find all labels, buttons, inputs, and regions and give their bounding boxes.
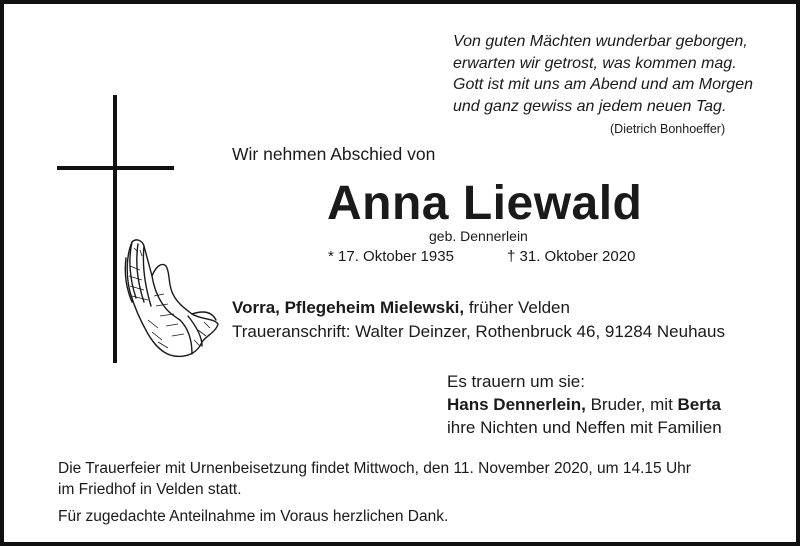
cross-horizontal-bar	[57, 166, 174, 170]
quote-line: erwarten wir getrost, was kommen mag.	[453, 54, 737, 72]
funeral-line: im Friedhof in Velden statt.	[58, 481, 242, 498]
thanks-text: Für zugedachte Anteilnahme im Voraus herzlichen Dank.	[58, 508, 449, 525]
mourner-relation: Bruder, mit	[585, 395, 678, 414]
quote-block	[453, 31, 753, 117]
mourners-family: ihre Nichten und Neffen mit Familien	[447, 418, 722, 437]
funeral-info	[58, 458, 691, 500]
quote-line: und ganz gewiss an jedem neuen Tag.	[453, 97, 727, 115]
birth-date: * 17. Oktober 1935	[328, 248, 454, 265]
residence-line	[232, 296, 570, 319]
funeral-line: Die Trauerfeier mit Urnenbeisetzung findet Mittwoch, den 11. November 2020, um 14.15 Uhr	[58, 460, 691, 477]
death-date: † 31. Oktober 2020	[507, 248, 636, 265]
quote-line: Von guten Mächten wunderbar geborgen,	[453, 33, 748, 50]
cross-vertical-bar	[113, 95, 117, 363]
intro-text: Wir nehmen Abschied von	[232, 144, 436, 164]
mourners-line	[447, 393, 722, 416]
mourners-block	[447, 370, 722, 439]
mourner-name: Hans Dennerlein,	[447, 395, 586, 414]
mourners-heading: Es trauern um sie:	[447, 372, 585, 391]
deceased-name: Anna Liewald	[327, 177, 643, 230]
birth-name: geb. Dennerlein	[429, 228, 528, 244]
mourner-name: Berta	[677, 395, 721, 414]
residence-bold: Vorra, Pflegeheim Mielewski,	[232, 298, 465, 317]
quote-author: (Dietrich Bonhoeffer)	[610, 122, 726, 136]
mourning-address: Traueranschrift: Walter Deinzer, Rothenbruck 46, 91284 Neuhaus	[232, 322, 725, 341]
quote-line: Gott ist mit uns am Abend und am Morgen	[453, 76, 753, 93]
residence-rest: früher Velden	[464, 298, 570, 317]
praying-hands-icon	[118, 236, 220, 362]
